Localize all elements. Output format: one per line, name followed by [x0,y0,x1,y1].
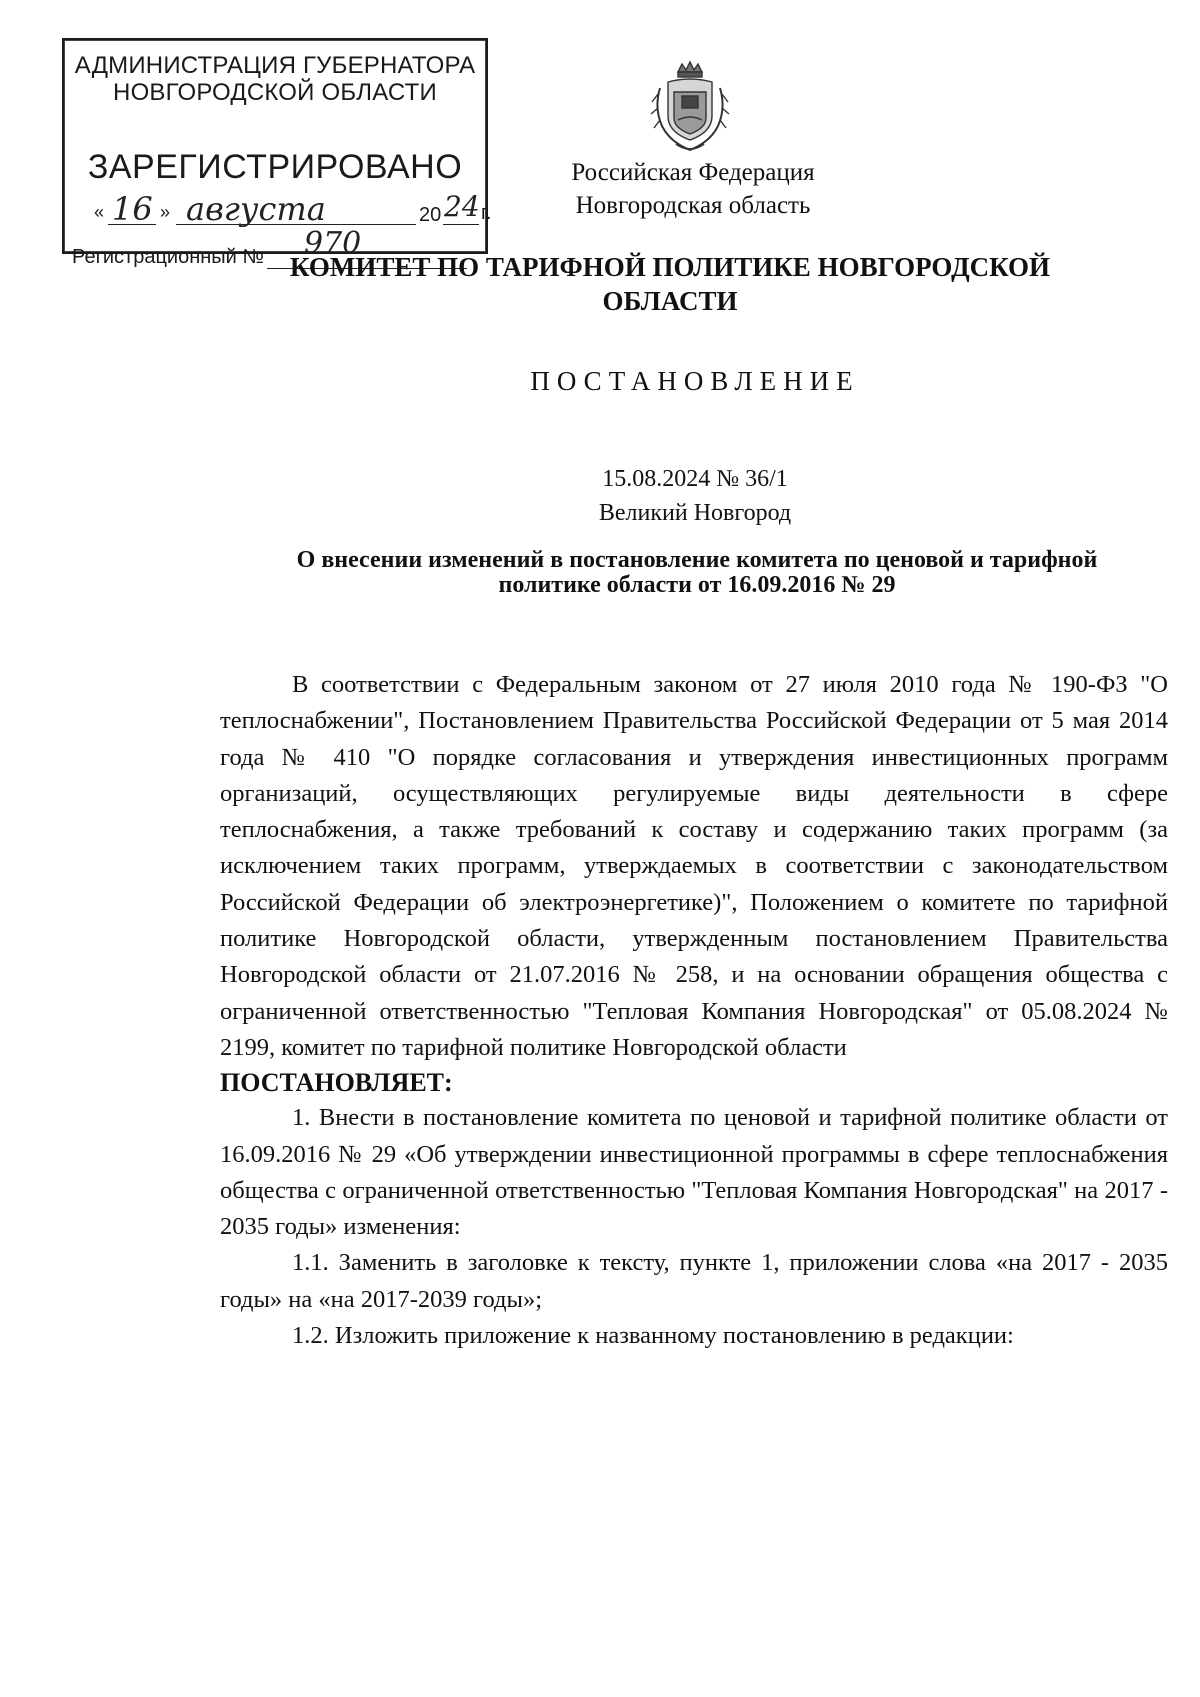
stamp-quote-close: » [160,202,171,222]
stamp-year-prefix: 20 [419,204,442,226]
region-name: Новгородская область [575,192,811,219]
item-1-2-paragraph: 1.2. Изложить приложение к названному постановлению в редакции: [292,1322,1014,1350]
stamp-year-unit: г. [481,202,492,224]
stamp-organization [64,52,486,106]
stamp-year-underline [443,224,479,225]
document-city: Великий Новгород [598,500,792,526]
stamp-org-line-1: АДМИНИСТРАЦИЯ ГУБЕРНАТОРА [74,52,476,79]
document-date-number: 15.08.2024 № 36/1 [602,466,788,492]
state-header [553,156,833,222]
stamp-date-month: августа [186,190,326,228]
stamp-registered-label: ЗАРЕГИСТРИРОВАНО [87,148,463,186]
preamble-paragraph: В соответствии с Федеральным законом от 27 июля 2010 года № 190-ФЗ "О теплоснабжении", Постановлением Правительства Российской Федерации от 5 мая 2014 года № 410 "О порядке согласования и утверждения инвестиционных программ организаций, осуществляющих регулируемые виды деятельности в сфере теплоснабжения, а также требований к составу и содержанию таких программ (за исключением таких программ, утверждаемых в соответствии с законодательством Российской Федерации об электроэнергетике)", Положением о комитете по тарифной политике Новгородской области, утвержденным постановлением Правительства Новгородской области от 21.07.2016 № 258, и на основании обращения общества с ограниченной ответственностью "Тепловая Компания Новгородская" от 05.08.2024 № 2199, комитет по тарифной политике Новгородской области [220,671,1168,1061]
document-subject: О внесении изменений в постановление комитета по ценовой и тарифной политике области от 16.09.2016 № 29 [296,547,1098,598]
document-body [220,667,1168,1354]
registration-stamp [62,38,492,268]
stamp-org-line-2: НОВГОРОДСКОЙ ОБЛАСТИ [113,79,437,106]
stamp-reg-label: Регистрационный № [72,246,264,268]
stamp-date-day: 16 [112,190,153,228]
item-1-paragraph: 1. Внести в постановление комитета по ценовой и тарифной политике области от 16.09.2016 № 29 «Об утверждении инвестиционной программы в сфере теплоснабжения общества с ограниченной ответственностью "Тепловая Компания Новгородская" на 2017 - 2035 годы» изменения: [220,1104,1168,1241]
committee-title: КОМИТЕТ ПО ТАРИФНОЙ ПОЛИТИКЕ НОВГОРОДСКОЙ ОБЛАСТИ [289,252,1051,316]
stamp-date-line [94,190,492,230]
document-type: ПОСТАНОВЛЕНИЕ [530,366,860,396]
decree-heading: ПОСТАНОВЛЯЕТ: [220,1068,453,1098]
item-1-1-paragraph: 1.1. Заменить в заголовке к тексту, пункте 1, приложении слова «на 2017 - 2035 годы» на «на 2017-2039 годы»; [220,1249,1168,1313]
document-date-block [530,462,860,530]
stamp-quote-open: « [94,202,105,222]
novgorod-coat-of-arms-icon [648,58,732,156]
country-name: Российская Федерация [571,159,815,186]
stamp-year-suffix: 24 [444,190,480,223]
stamp-reg-number: 970 [304,226,362,261]
